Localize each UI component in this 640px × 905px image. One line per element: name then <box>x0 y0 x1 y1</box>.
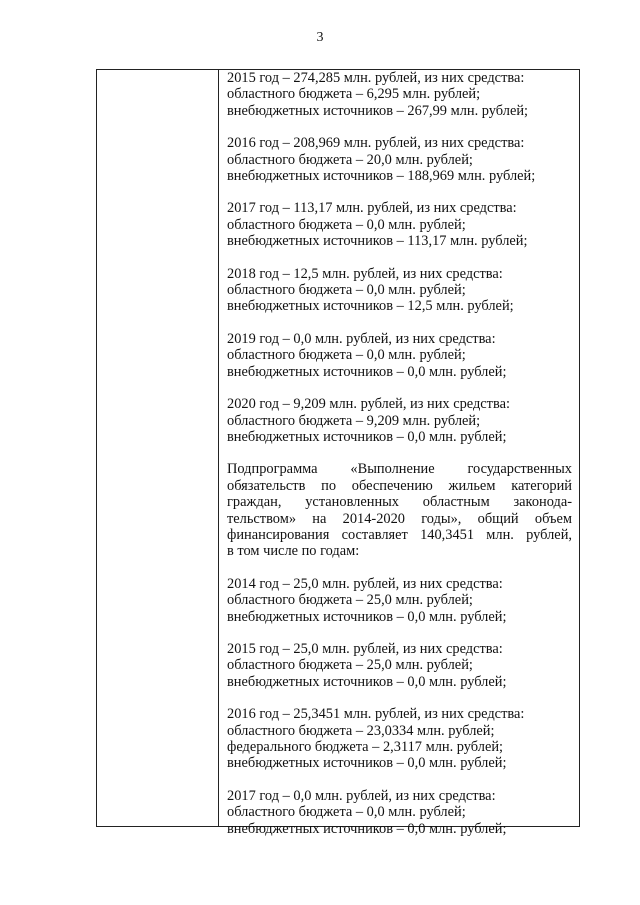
block-line: 2016 год – 208,969 млн. рублей, из них средства: <box>227 135 525 152</box>
block-line: областного бюджета – 0,0 млн. рублей; <box>227 347 466 364</box>
page-number: 3 <box>316 30 324 45</box>
funding-block-2019 <box>227 331 572 380</box>
funding-block-2016 <box>227 135 572 184</box>
block-line: внебюджетных источников – 188,969 млн. рублей; <box>227 168 536 185</box>
block-line: 2015 год – 274,285 млн. рублей, из них средства: <box>227 70 525 86</box>
block-line: внебюджетных источников – 0,0 млн. рублей; <box>227 820 507 837</box>
paragraph-line: тельством» на 2014-2020 годы», общий объем <box>227 510 572 527</box>
funding-block-2017 <box>227 200 572 249</box>
block-line: областного бюджета – 25,0 млн. рублей; <box>227 592 473 609</box>
block-line: областного бюджета – 25,0 млн. рублей; <box>227 657 473 674</box>
block-line: областного бюджета – 23,0334 млн. рублей; <box>227 722 495 739</box>
block-line: 2015 год – 25,0 млн. рублей, из них средства: <box>227 640 503 657</box>
block-line: внебюджетных источников – 0,0 млн. рублей; <box>227 428 507 445</box>
table-left-column <box>97 70 219 826</box>
block-line: внебюджетных источников – 12,5 млн. рублей; <box>227 298 514 315</box>
block-line: внебюджетных источников – 0,0 млн. рублей; <box>227 608 507 625</box>
subprogram-paragraph <box>227 461 572 559</box>
block-line: областного бюджета – 0,0 млн. рублей; <box>227 282 466 299</box>
paragraph-line: в том числе по годам: <box>227 543 360 560</box>
funding-block-2015 <box>227 70 572 119</box>
block-line: федерального бюджета – 2,3117 млн. рублей; <box>227 739 504 755</box>
funding-table <box>96 69 580 837</box>
paragraph-line: финансирования составляет 140,3451 млн. рублей, <box>227 526 572 543</box>
block-line: внебюджетных источников – 113,17 млн. рублей; <box>227 233 528 250</box>
paragraph-line: Подпрограмма «Выполнение государственных <box>227 461 572 478</box>
block-line: областного бюджета – 0,0 млн. рублей; <box>227 216 466 233</box>
funding-block-2020 <box>227 396 572 445</box>
funding-block-2015-sub <box>227 641 572 690</box>
block-line: областного бюджета – 0,0 млн. рублей; <box>227 804 466 821</box>
paragraph-line: обязательств по обеспечению жильем категорий <box>227 477 572 494</box>
block-line: 2016 год – 25,3451 млн. рублей, из них средства: <box>227 706 525 723</box>
block-line: 2017 год – 0,0 млн. рублей, из них средства: <box>227 787 496 804</box>
paragraph-line: граждан, установленных областным законода- <box>227 494 572 511</box>
funding-block-2016-sub <box>227 706 572 772</box>
block-line: областного бюджета – 9,209 млн. рублей; <box>227 412 481 429</box>
block-line: 2014 год – 25,0 млн. рублей, из них средства: <box>227 575 503 592</box>
table-right-column <box>219 70 579 837</box>
block-line: 2017 год – 113,17 млн. рублей, из них средства: <box>227 200 517 217</box>
funding-block-2014 <box>227 576 572 625</box>
block-line: 2020 год – 9,209 млн. рублей, из них средства: <box>227 396 510 413</box>
block-line: 2019 год – 0,0 млн. рублей, из них средства: <box>227 330 496 347</box>
block-line: областного бюджета – 6,295 млн. рублей; <box>227 86 481 103</box>
block-line: 2018 год – 12,5 млн. рублей, из них средства: <box>227 265 503 282</box>
block-line: внебюджетных источников – 0,0 млн. рублей; <box>227 755 507 772</box>
block-line: внебюджетных источников – 0,0 млн. рублей; <box>227 363 507 380</box>
block-line: областного бюджета – 20,0 млн. рублей; <box>227 151 473 168</box>
block-line: внебюджетных источников – 0,0 млн. рублей; <box>227 673 507 690</box>
funding-block-2017-sub <box>227 788 572 837</box>
funding-block-2018 <box>227 266 572 315</box>
block-line: внебюджетных источников – 267,99 млн. рублей; <box>227 102 529 119</box>
